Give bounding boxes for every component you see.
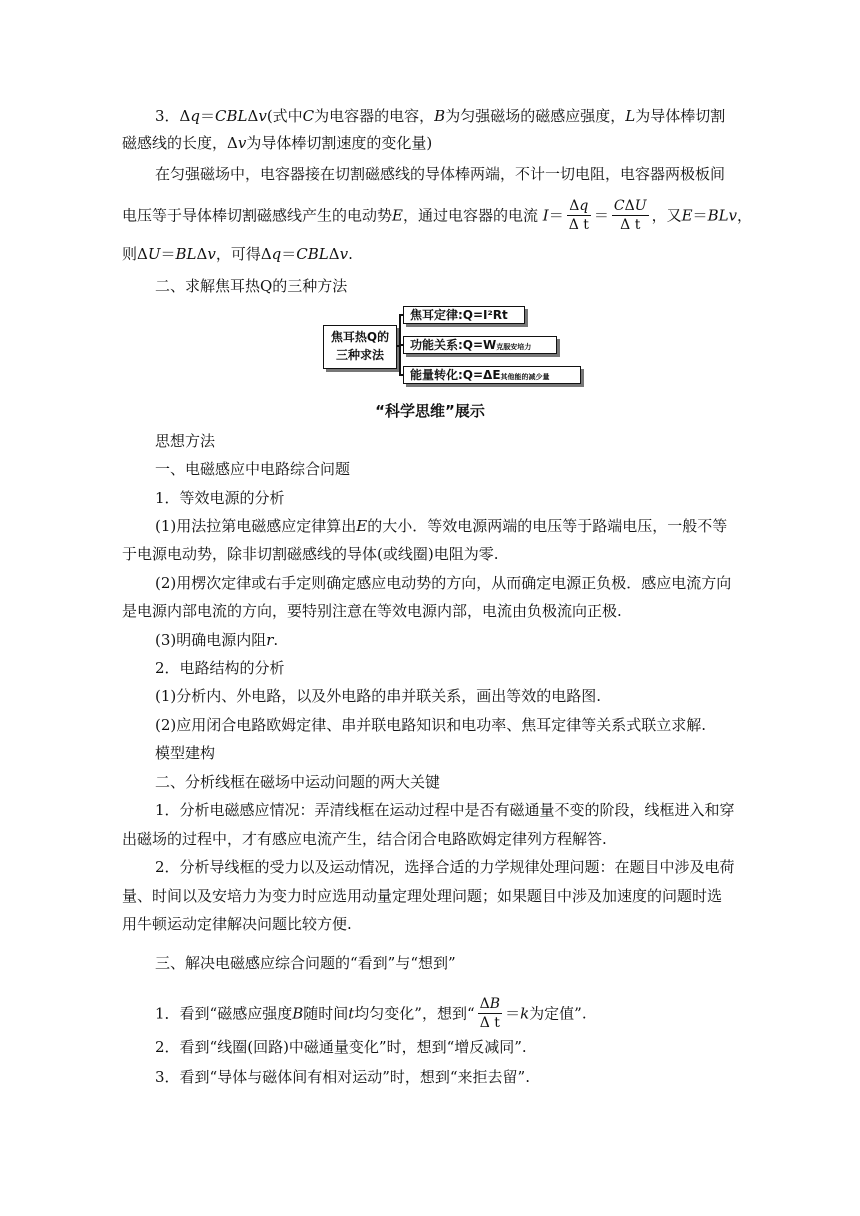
- fraction-cdu-dt: $\frac{\text{CΔU}}{\text{Δ t}}$: [613, 198, 647, 233]
- text-line: (2)用楞次定律或右手定则确定感应电动势的方向，从而确定电源正负极．感应电流方向: [155, 574, 732, 592]
- text-line: 思想方法: [155, 432, 216, 450]
- text-line: 3．Δq＝CBLΔv(式中C为电容器的电容，B为匀强磁场的磁感应强度，L为导体棒切割: [155, 107, 726, 125]
- text-line: 于电源电动势，除非切割磁感线的导体(或线圈)电阻为零.: [122, 545, 499, 563]
- text-line: 则ΔU＝BLΔv，可得Δq＝CBLΔv.: [122, 245, 353, 263]
- text-line: 二、分析线框在磁场中运动问题的两大关键: [155, 773, 441, 791]
- text-line: 3．看到“导体与磁体间有相对运动”时，想到“来拒去留”.: [155, 1068, 530, 1086]
- text-line: 出磁场的过程中，才有感应电流产生，结合闭合电路欧姆定律列方程解答.: [122, 830, 607, 848]
- text-line: 三、解决电磁感应综合问题的“看到”与“想到”: [155, 954, 456, 972]
- text-line: (3)明确电源内阻r.: [155, 631, 279, 649]
- text-line: 在匀强磁场中，电容器接在切割磁感线的导体棒两端，不计一切电阻，电容器两极板间: [155, 165, 726, 183]
- text-line: 电压等于导体棒切割磁感线产生的电动势E，通过电容器的电流 I＝ $\frac{\Delta q}{\text{Δ t}}$ ＝ $\frac{\text{CΔU}}{\text{Δ t}}$ ，又E＝BLv，: [122, 198, 753, 233]
- text-line: 1．看到“磁感应强度B随时间t均匀变化”，想到“ $\frac{\Delta B}{\text{Δ t}}$ ＝k为定值”.: [155, 996, 587, 1031]
- text-line: 磁感线的长度，Δv为导体棒切割速度的变化量): [122, 134, 433, 152]
- text-line: 是电源内部电流的方向，要特别注意在等效电源内部，电流由负极流向正极.: [122, 602, 622, 620]
- root-line1: 焦耳热Q的: [330, 330, 390, 344]
- section-title: “科学思维”展示: [375, 402, 485, 420]
- text-line: 模型建构: [155, 744, 216, 762]
- text-line: 2．看到“线圈(回路)中磁通量变化”时，想到“增反减同”.: [155, 1038, 527, 1056]
- text-line: 用牛顿运动定律解决问题比较方便.: [122, 915, 352, 933]
- fraction-db-dt: $\frac{\Delta B}{\text{Δ t}}$: [479, 996, 501, 1031]
- text-line: (1)用法拉第电磁感应定律算出E的大小．等效电源两端的电压等于路端电压，一般不等: [155, 517, 728, 535]
- text-line: 量、时间以及安培力为变力时应选用动量定理处理问题；如果题目中涉及加速度的问题时选: [122, 887, 723, 905]
- text-line: (2)应用闭合电路欧姆定律、串并联电路知识和电功率、焦耳定律等关系式联立求解.: [155, 716, 707, 734]
- text-line: 一、电磁感应中电路综合问题: [155, 460, 351, 478]
- diagram-box-work-energy: 功能关系:Q=W克服安培力: [403, 336, 557, 354]
- root-line2: 三种求法: [335, 348, 384, 362]
- diagram-box-joule-law: 焦耳定律:Q=I²Rt: [403, 306, 525, 324]
- text-line: 2．电路结构的分析: [155, 659, 285, 677]
- fraction-dq-dt: $\frac{\Delta q}{\text{Δ t}}$: [568, 198, 589, 233]
- text-line: 1．分析电磁感应情况：弄清线框在运动过程中是否有磁通量不变的阶段，线框进入和穿: [155, 801, 735, 819]
- text-line: (1)分析内、外电路，以及外电路的串并联关系，画出等效的电路图.: [155, 687, 602, 705]
- section-heading: 二、求解焦耳热Q的三种方法: [155, 277, 348, 295]
- diagram-box-energy-conversion: 能量转化:Q=ΔE其他能的减少量: [403, 366, 581, 384]
- text-line: 1．等效电源的分析: [155, 489, 285, 507]
- diagram-root-box: [323, 325, 397, 369]
- text-line: 2．分析导线框的受力以及运动情况，选择合适的力学规律处理问题：在题目中涉及电荷: [155, 858, 735, 876]
